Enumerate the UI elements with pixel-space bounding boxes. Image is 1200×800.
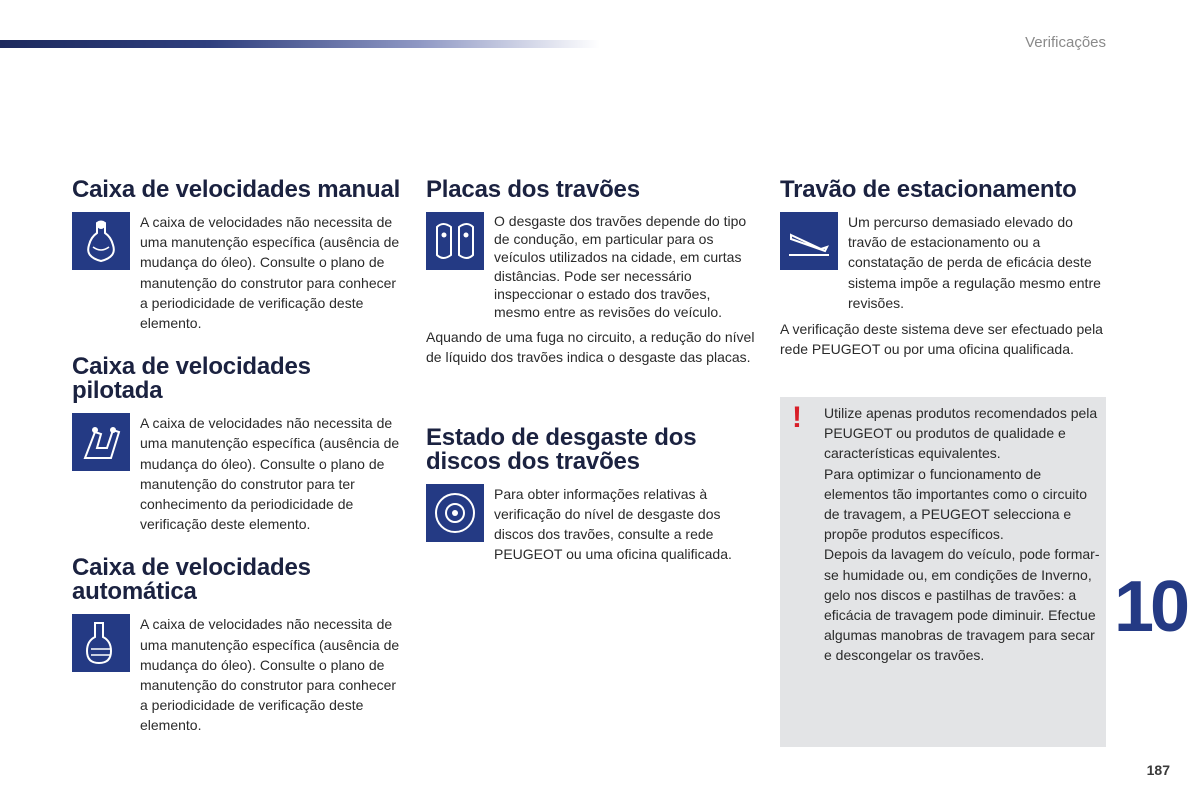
parking-brake-block: [780, 212, 1110, 313]
brake-pads-extra: Aquando de uma fuga no circuito, a redução do nível de líquido dos travões indica o desgaste das placas.: [426, 329, 755, 366]
manual-gearbox-block: [72, 212, 402, 333]
section-label: Verificações: [1025, 34, 1106, 51]
brake-discs-block: [426, 484, 756, 565]
warning-paragraph: Depois da lavagem do veículo, pode formar-se humidade ou, em condições de Inverno, gelo nos discos e pastilhas de travões: a eficácia de travagem pode diminuir. Efectue algumas manobras de travagem para secar e descongelar os travões.: [824, 546, 1100, 664]
brake-disc-icon: [426, 484, 484, 542]
brake-pads-text: O desgaste dos travões depende do tipo de condução, em particular para os veículos utilizados na cidade, em curtas distâncias. Pode ser necessário inspeccionar o estado dos travões, mesmo entre as revisões do veículo.: [494, 213, 747, 321]
brake-pads-block: [426, 212, 756, 321]
column-gearboxes: [72, 178, 402, 736]
manual-gearbox-text: A caixa de velocidades não necessita de uma manutenção específica (ausência de mudança do óleo). Consulte o plano de manutenção do construtor para conhecer a periodicidade de verificação deste elemento.: [140, 214, 400, 332]
piloted-gearbox-block: [72, 413, 402, 534]
brake-discs-text: Para obter informações relativas à verificação do nível de desgaste dos discos dos travões, consulte a rede PEUGEOT ou uma oficina qualificada.: [494, 485, 732, 563]
heading-brake-discs: Estado de desgaste dos discos dos travões: [426, 423, 697, 475]
piloted-gearbox-text: A caixa de velocidades não necessita de uma manutenção específica (ausência de mudança do óleo). Consulte o plano de manutenção do construtor para ter conhecimento da periodicidade de verificação deste elemento.: [140, 415, 400, 533]
parking-brake-icon: [780, 212, 838, 270]
page-number: 187: [1146, 762, 1170, 778]
warning-paragraph: Para optimizar o funcionamento de elementos tão importantes como o circuito de travagem, a PEUGEOT selecciona e propõe produtos específicos.: [824, 465, 1088, 543]
piloted-gearbox-icon: [72, 413, 130, 471]
heading-manual-gearbox: Caixa de velocidades manual: [72, 176, 401, 203]
heading-brake-pads: Placas dos travões: [426, 176, 640, 203]
brake-pads-icon: [426, 212, 484, 270]
warning-paragraph: Utilize apenas produtos recomendados pela PEUGEOT ou produtos de qualidade e características equivalentes.: [824, 405, 1098, 462]
parking-brake-text: Um percurso demasiado elevado do travão de estacionamento ou a constatação de perda de eficácia deste sistema impõe a regulação mesmo entre revisões.: [848, 214, 1101, 311]
parking-brake-extra: A verificação deste sistema deve ser efectuado pela rede PEUGEOT ou por uma oficina qualificada.: [780, 321, 1103, 358]
chapter-number: 10: [1114, 567, 1187, 647]
heading-parking-brake: Travão de estacionamento: [780, 176, 1077, 203]
automatic-gearbox-icon: [72, 614, 130, 672]
warning-icon: !: [792, 401, 802, 434]
automatic-gearbox-block: [72, 614, 402, 735]
warning-box: [780, 397, 1106, 747]
header-accent-bar: [0, 40, 600, 48]
heading-piloted-gearbox: Caixa de velocidades pilotada: [72, 353, 311, 405]
column-brakes: [426, 178, 756, 564]
heading-automatic-gearbox: Caixa de velocidades automática: [72, 554, 311, 606]
warning-text: [824, 403, 1102, 666]
automatic-gearbox-text: A caixa de velocidades não necessita de uma manutenção específica (ausência de mudança do óleo). Consulte o plano de manutenção do construtor para conhecer a periodicidade de verificação deste elemento.: [140, 616, 400, 734]
manual-gearbox-icon: [72, 212, 130, 270]
column-parking-brake: [780, 178, 1110, 359]
